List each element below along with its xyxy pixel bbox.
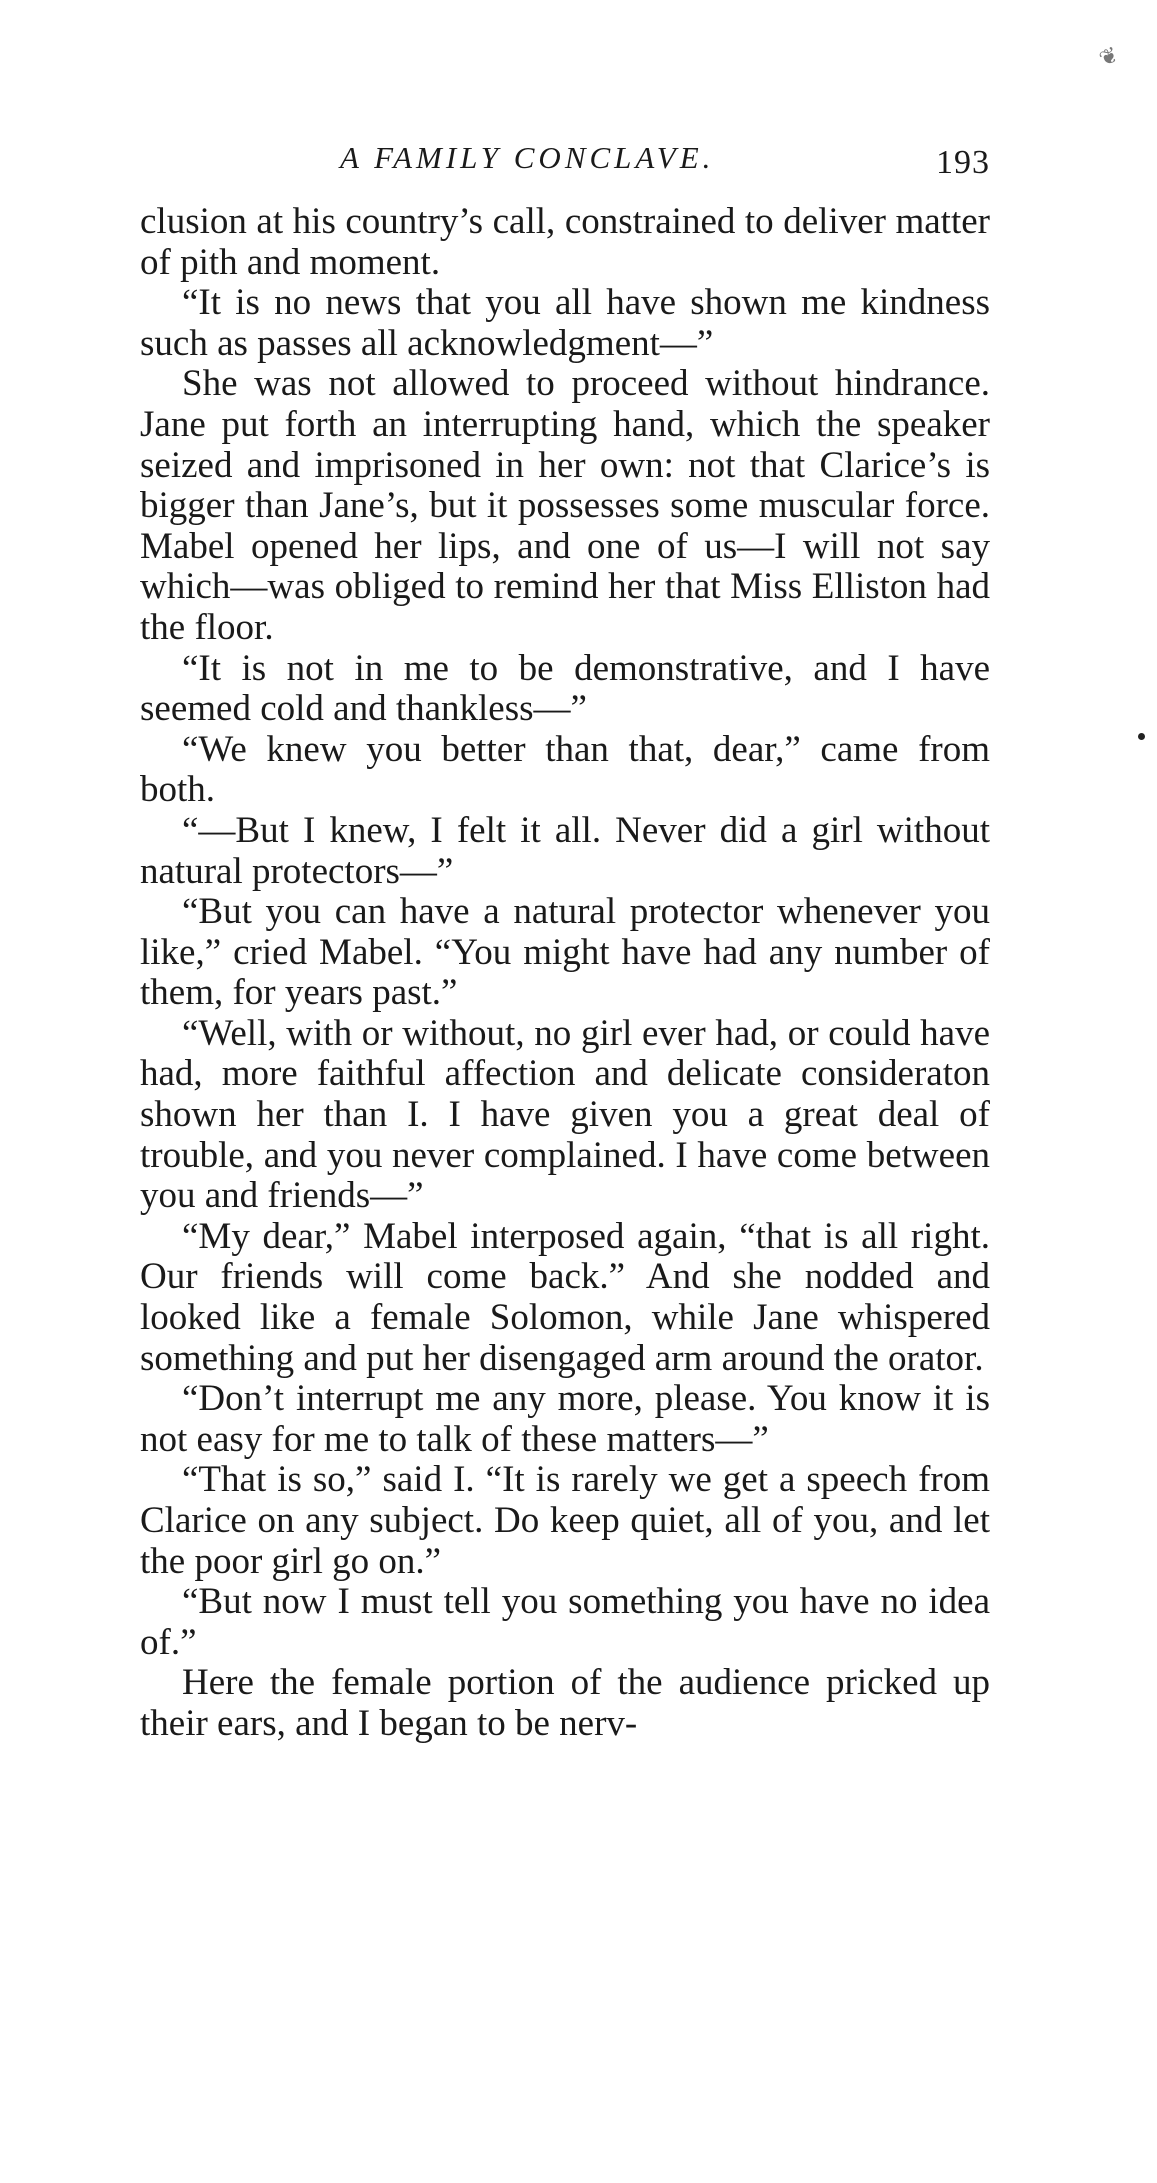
paragraph: She was not allowed to proceed without hindrance. Jane put forth an interrupting hand, which the speaker seized and imprisoned in her own: not that Clarice’s is bigger than Jane’s, but it possesses some muscular force. Mabel opened her lips, and one of us—I will not say which—was obliged to remind her that Miss Elliston had the floor. bbox=[140, 363, 990, 648]
paragraph: “My dear,” Mabel interposed again, “that is all right. Our friends will come back.” And she nodded and looked like a female Solomon, while Jane whispered something and put her disengaged arm around the orator. bbox=[140, 1215, 990, 1379]
paragraph: “It is no news that you all have shown me kindness such as passes all acknowledgment—” bbox=[140, 282, 990, 364]
paragraph: Here the female portion of the audience pricked up their ears, and I began to be nerv- bbox=[140, 1662, 990, 1744]
running-title: A FAMILY CONCLAVE. bbox=[340, 140, 715, 175]
paragraph: “But now I must tell you something you have no idea of.” bbox=[140, 1581, 990, 1663]
paragraph: “Well, with or without, no girl ever had, or could have had, more faithful affection and delicate consideraton shown her than I. I have given you a great deal of trouble, and you never complained. I have come between you and friends—” bbox=[140, 1012, 990, 1217]
paragraph: clusion at his country’s call, constrained to deliver matter of pith and moment. bbox=[140, 201, 990, 283]
paragraph: “But you can have a natural protector whenever you like,” cried Mabel. “You might have had any number of them, for years past.” bbox=[140, 891, 990, 1014]
paragraph: “That is so,” said I. “It is rarely we get a speech from Clarice on any subject. Do keep quiet, all of you, and let the poor girl go on.” bbox=[140, 1459, 990, 1582]
paragraph: “We knew you better than that, dear,” came from both. bbox=[140, 728, 990, 811]
page-number: 193 bbox=[936, 144, 990, 181]
paragraph: “Don’t interrupt me any more, please. You know it is not easy for me to talk of these matters—” bbox=[140, 1378, 990, 1460]
body-text bbox=[140, 202, 990, 1745]
paragraph: “—But I knew, I felt it all. Never did a girl without natural protectors—” bbox=[140, 809, 990, 892]
corner-mark-icon: ❦ bbox=[1095, 42, 1123, 73]
paragraph: “It is not in me to be demonstrative, and I have seemed cold and thankless—” bbox=[140, 647, 990, 730]
ink-spot bbox=[1138, 733, 1145, 740]
running-head bbox=[140, 140, 990, 190]
